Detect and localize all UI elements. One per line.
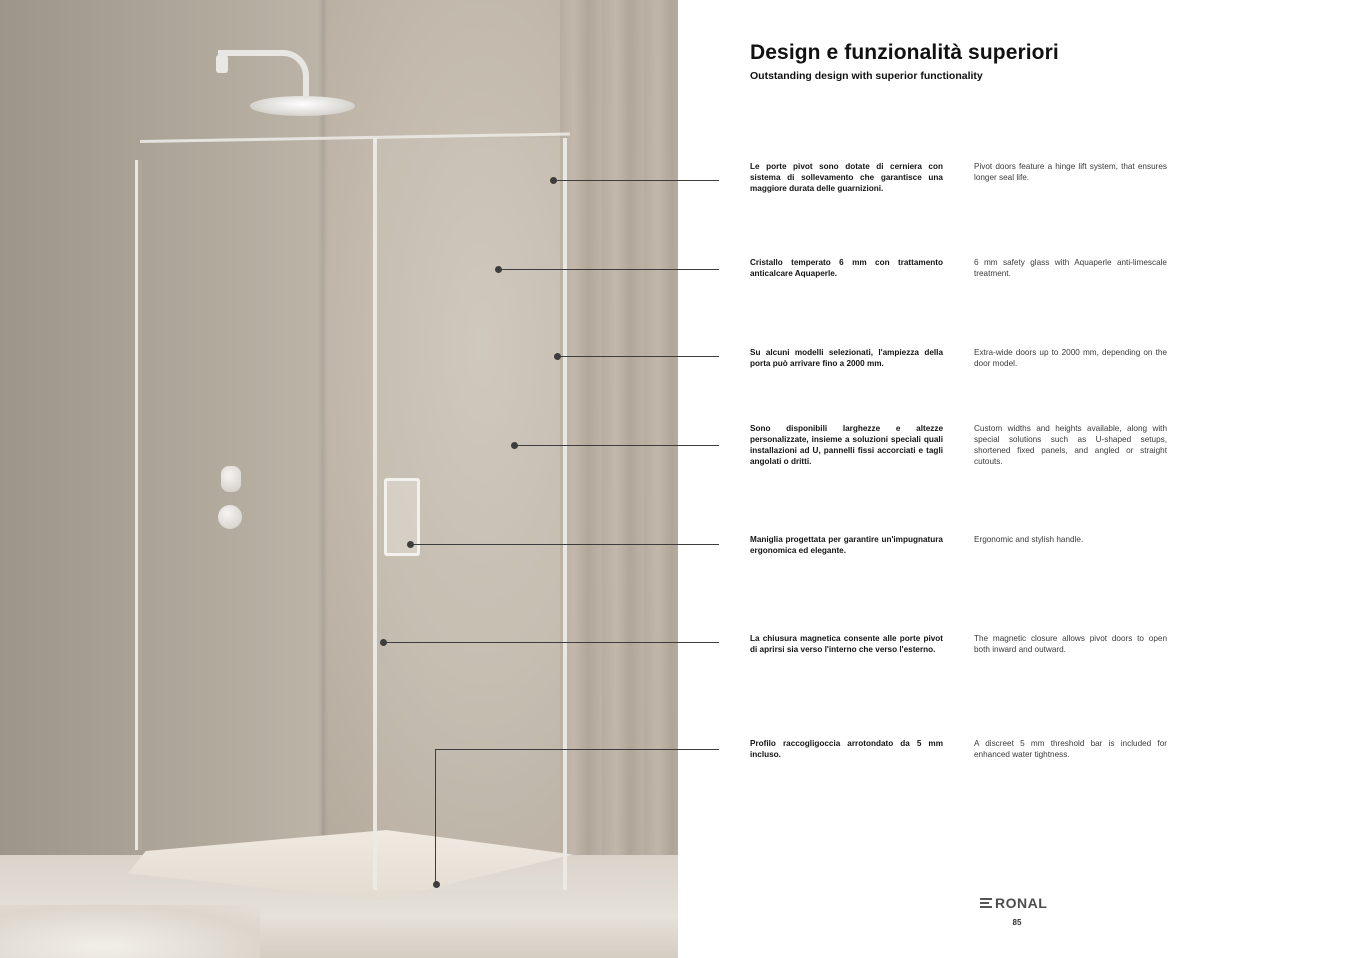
- left-wall: [0, 0, 322, 860]
- feature-threshold-it: Profilo raccogligoccia arrotondato da 5 mm incluso.: [750, 739, 943, 759]
- callout-dot-threshold: [433, 881, 440, 888]
- feature-width-en: Extra-wide doors up to 2000 mm, depending on the door model.: [974, 348, 1167, 368]
- feature-hinge-en: Pivot doors feature a hinge lift system, that ensures longer seal life.: [974, 162, 1167, 182]
- rug: [0, 905, 260, 958]
- feature-glass-it: Cristallo temperato 6 mm con trattamento anticalcare Aquaperle.: [750, 258, 943, 278]
- feature-custom-it: Sono disponibili larghezze e altezze personalizzate, insieme a soluzioni speciali quali installazioni ad U, pannelli fissi accorciati e tagli angolati o dritti.: [750, 424, 943, 466]
- callout-line-hinge: [553, 180, 719, 181]
- callout-line-width: [557, 356, 719, 357]
- fixed-glass-panel: [135, 160, 142, 850]
- feature-custom-en: Custom widths and heights available, along with special solutions such as U-shaped setups, shortened fixed panels, and angled or straight cutouts.: [974, 424, 1167, 466]
- callout-line-magnet: [383, 642, 719, 643]
- brand-name: RONAL: [995, 895, 1048, 911]
- page-number: 85: [1012, 918, 1022, 927]
- callout-line-custom: [514, 445, 719, 446]
- feature-magnet-en: The magnetic closure allows pivot doors to open both inward and outward.: [974, 634, 1167, 654]
- callout-line-handle: [410, 544, 719, 545]
- feature-glass-en: 6 mm safety glass with Aquaperle anti-limescale treatment.: [974, 258, 1167, 278]
- brand-logo: [980, 893, 1056, 913]
- feature-magnet-it: La chiusura magnetica consente alle porte pivot di aprirsi sia verso l'interno che verso l'esterno.: [750, 634, 943, 654]
- callout-line-glass: [498, 269, 719, 270]
- feature-threshold-en: A discreet 5 mm threshold bar is included for enhanced water tightness.: [974, 739, 1167, 759]
- feature-handle-it: Maniglia progettata per garantire un'impugnatura ergonomica ed elegante.: [750, 535, 943, 555]
- feature-hinge-it: Le porte pivot sono dotate di cerniera con sistema di sollevamento che garantisce una maggiore durata delle guarnizioni.: [750, 162, 943, 193]
- mixer-knob: [218, 505, 242, 529]
- brand-mark-icon: [980, 897, 992, 909]
- curtain: [560, 0, 678, 870]
- mixer-valve: [221, 466, 241, 492]
- shower-head-icon: [250, 96, 355, 116]
- page-subtitle: Outstanding design with superior functionality: [750, 70, 983, 82]
- callout-line-threshold: [435, 749, 719, 750]
- callout-vline-threshold: [435, 749, 436, 884]
- page-title: Design e funzionalità superiori: [750, 41, 1059, 64]
- feature-handle-en: Ergonomic and stylish handle.: [974, 535, 1084, 544]
- feature-width-it: Su alcuni modelli selezionati, l'ampiezza della porta può arrivare fino a 2000 mm.: [750, 348, 943, 368]
- wall-corner: [318, 0, 328, 860]
